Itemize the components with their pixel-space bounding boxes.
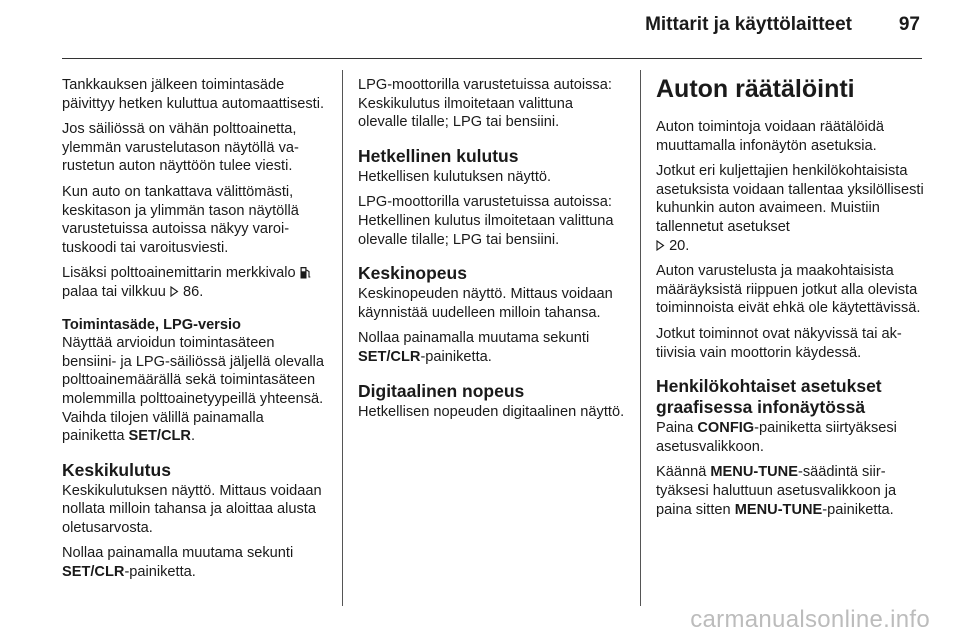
paragraph — [62, 334, 328, 446]
text: -painiketta siirtyäksesi asetusvalikkoon. — [656, 420, 897, 455]
text: -painiketta. — [822, 501, 894, 518]
header-rule — [62, 58, 922, 59]
column-divider — [342, 70, 343, 606]
paragraph — [358, 329, 626, 366]
column-right — [656, 76, 926, 526]
text: . — [190, 428, 196, 445]
paragraph: LPG-moottorilla varustetuissa autoissa: Hetkellinen kulutus ilmoitetaan valittuna olevalle tilalle; LPG tai bensiini. — [358, 194, 614, 248]
paragraph: Kun auto on tankattava välittömästi, keskitason ja ylimmän tason näytöllä varustetuissa autoissa näkyy varoituskoodi tai varoitusviesti. — [62, 183, 299, 256]
paragraph — [656, 463, 926, 519]
text: palaa tai vilkkuu — [62, 283, 166, 300]
section-heading: Henkilökohtaiset asetukset graafisessa infonäytössä — [656, 376, 882, 418]
paragraph: Hetkellisen nopeuden digitaalinen näyttö. — [358, 403, 625, 420]
paragraph: Tankkauksen jälkeen toimintasäde päivittyy hetken kuluttua automaattisesti. — [62, 77, 325, 112]
text: Nollaa painamalla muutama sekunti — [62, 545, 294, 562]
section-heading: Hetkellinen kulutus — [358, 145, 519, 166]
paragraph — [62, 264, 328, 301]
paragraph: Jos säiliössä on vähän polttoainetta, ylemmän varustelutason näytöllä varustetun auton näyttöön tulee viesti. — [62, 121, 299, 175]
paragraph: Keskikulutuksen näyttö. Mittaus voidaan nollata milloin tahansa ja aloittaa alusta oletusarvosta. — [62, 482, 322, 536]
button-name: CONFIG — [697, 420, 755, 437]
section-heading: Digitaalinen nopeus — [358, 380, 525, 401]
page-reference-icon — [656, 238, 665, 249]
button-name: MENU-TUNE — [710, 464, 798, 481]
text: Jotkut eri kuljettajien henkilökohtaisista asetuksista voidaan tallentaa yksilöllisesti kuhunkin auton avaimeen. Muistiin tallennetut asetukset — [656, 163, 924, 235]
text: Näyttää arvioidun toimintasäteen bensiini- ja LPG-säiliössä jäljellä olevalla polttoainemäärällä sekä toimintasäteen molemmilla polttoainetyypeillä yhteensä. Vaihda tilojen välillä painamalla painiketta — [62, 335, 325, 445]
page-number: 97 — [898, 14, 920, 35]
page-reference: 86. — [182, 283, 204, 300]
paragraph — [62, 544, 328, 581]
paragraph: Auton varustelusta ja maakohtaisista määräyksistä riippuen jotkut alla olevista toiminnoista eivät ehkä ole käytettävissä. — [656, 263, 921, 317]
fuel-pump-icon — [300, 266, 311, 279]
button-name: SET/CLR — [128, 428, 191, 445]
column-left — [62, 76, 328, 589]
paragraph: Jotkut toiminnot ovat näkyvissä tai aktiivisia vain moottorin käydessä. — [656, 325, 902, 361]
button-name: MENU-TUNE — [734, 501, 823, 518]
header-title: Mittarit ja käyttölaitteet — [645, 14, 852, 35]
paragraph — [656, 162, 926, 255]
page-header — [0, 0, 960, 58]
subheading: Toimintasäde, LPG-versio — [62, 316, 241, 333]
column-middle — [358, 76, 626, 428]
paragraph: LPG-moottorilla varustetuissa autoissa: Keskikulutus ilmoitetaan valittuna olevalle tilalle; LPG tai bensiini. — [358, 77, 612, 131]
page-reference: 20. — [669, 237, 690, 254]
paragraph: Hetkellisen kulutuksen näyttö. — [358, 168, 552, 185]
text: -painiketta. — [124, 564, 196, 581]
button-name: SET/CLR — [358, 348, 421, 365]
text: Lisäksi polttoainemittarin merkkivalo — [62, 265, 296, 282]
text: Nollaa painamalla muutama sekunti — [358, 330, 590, 347]
button-name: SET/CLR — [62, 564, 125, 581]
text: -painiketta. — [420, 348, 492, 365]
section-heading: Keskikulutus — [62, 459, 171, 480]
page-reference-icon — [170, 284, 179, 295]
paragraph: Auton toimintoja voidaan räätälöidä muuttamalla infonäytön asetuksia. — [656, 119, 884, 154]
text: -säädintä siirtyäksesi haluttuun asetusvalikkoon ja paina sitten — [656, 464, 897, 518]
column-divider — [640, 70, 641, 606]
watermark: carmanualsonline.info — [690, 606, 930, 633]
paragraph: Keskinopeuden näyttö. Mittaus voidaan käynnistää uudelleen milloin tahansa. — [358, 286, 613, 321]
text: Paina — [656, 420, 694, 437]
chapter-heading: Auton räätälöinti — [656, 75, 855, 103]
text: Käännä — [656, 464, 707, 481]
section-heading: Keskinopeus — [358, 263, 467, 284]
paragraph — [656, 419, 926, 456]
